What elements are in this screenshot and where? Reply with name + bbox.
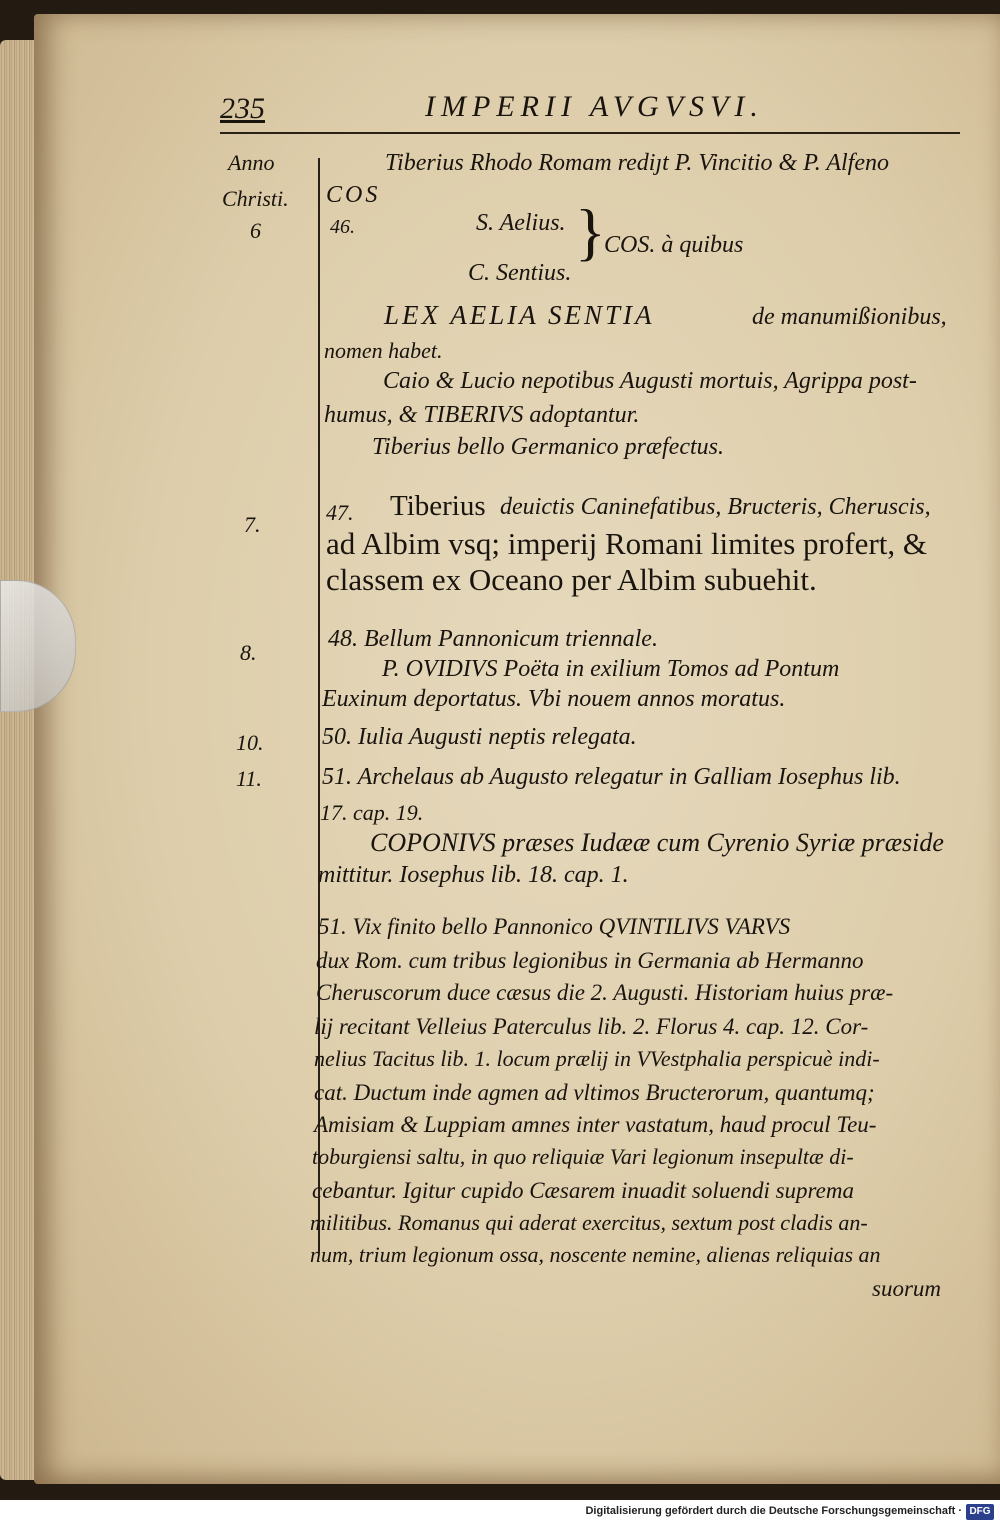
running-head: IMPERII AVGVSVI.	[425, 90, 764, 123]
text-line: Amisiam & Luppiam amnes inter vastatum, haud procul Teu-	[314, 1112, 877, 1137]
text-line: COS	[326, 182, 381, 208]
text-line: Tiberius Rhodo Romam rediȷt P. Vincitio & P. Alfeno	[385, 150, 889, 176]
consul-name: C. Sentius.	[468, 260, 572, 286]
text-line: 46.	[330, 216, 355, 238]
footer-credit: Digitalisierung gefördert durch die Deutsche Forschungsgemeinschaft ·	[585, 1505, 962, 1517]
catchword: suorum	[872, 1276, 942, 1301]
margin-anno: Anno	[228, 150, 275, 175]
brace: }	[575, 196, 606, 267]
text-line: nomen habet.	[324, 338, 443, 363]
text-line: militibus. Romanus qui aderat exercitus, sextum post cladis an-	[310, 1210, 868, 1235]
text-line: 51. Vix finito bello Pannonico QVINTILIVS VARVS	[318, 914, 791, 939]
text-line: Tiberius	[390, 490, 486, 522]
text-line: lij recitant Velleius Paterculus lib. 2. Florus 4. cap. 12. Cor-	[314, 1014, 869, 1039]
header-rule	[220, 132, 960, 134]
text-line: de manumißionibus,	[752, 304, 947, 330]
text-line: LEX AELIA SENTIA	[384, 300, 655, 330]
margin-year-6: 6	[250, 218, 261, 243]
text-line: ad Albim vsq; imperij Romani limites profert, &	[326, 526, 927, 561]
text-line: Cheruscorum duce cæsus die 2. Augusti. Historiam huius præ-	[316, 980, 894, 1005]
text-line: COS. à quibus	[604, 232, 744, 258]
margin-christi: Christi.	[222, 186, 289, 211]
text-line: num, trium legionum ossa, noscente nemine, alienas reliquias an	[310, 1242, 881, 1267]
text-line: cat. Ductum inde agmen ad vltimos Bructerorum, quantumq;	[314, 1080, 875, 1105]
text-line: humus, & TIBERIVS adoptantur.	[324, 402, 640, 428]
text-line: dux Rom. cum tribus legionibus in Germania ab Hermanno	[316, 948, 864, 973]
margin-year-8: 8.	[240, 640, 257, 665]
dfg-logo: DFG	[966, 1504, 994, 1520]
text-line: Tiberius bello Germanico præfectus.	[372, 434, 724, 460]
text-line: nelius Tacitus lib. 1. locum prælij in VVestphalia perspicuè indi-	[314, 1046, 880, 1071]
text-line: 47.	[326, 500, 354, 525]
text-line: P. OVIDIVS Poëta in exilium Tomos ad Pontum	[382, 656, 840, 682]
margin-year-10: 10.	[236, 730, 264, 755]
text-line: deuictis Caninefatibus, Bructeris, Cheruscis,	[500, 494, 931, 520]
text-line: classem ex Oceano per Albim subuehit.	[326, 562, 817, 597]
text-line: mittitur. Iosephus lib. 18. cap. 1.	[318, 862, 629, 888]
text-line: COPONIVS præses Iudææ cum Cyrenio Syriæ præside	[370, 828, 944, 857]
text-line: cebantur. Igitur cupido Cæsarem inuadit soluendi suprema	[312, 1178, 854, 1203]
text-line: Euxinum deportatus. Vbi nouem annos moratus.	[322, 686, 786, 712]
text-line: Caio & Lucio nepotibus Augusti mortuis, Agrippa post-	[383, 368, 917, 394]
text-line: toburgiensi saltu, in quo reliquiæ Vari legionum insepultæ di-	[312, 1144, 854, 1169]
consul-name: S. Aelius.	[476, 210, 566, 236]
text-line: 51. Archelaus ab Augusto relegatur in Galliam Iosephus lib.	[322, 764, 901, 790]
page-number: 235	[220, 92, 265, 125]
margin-year-11: 11.	[236, 766, 262, 791]
text-line: 48. Bellum Pannonicum triennale.	[328, 626, 658, 652]
text-line: 17. cap. 19.	[320, 800, 424, 825]
margin-year-7: 7.	[244, 512, 261, 537]
text-line: 50. Iulia Augusti neptis relegata.	[322, 724, 637, 750]
